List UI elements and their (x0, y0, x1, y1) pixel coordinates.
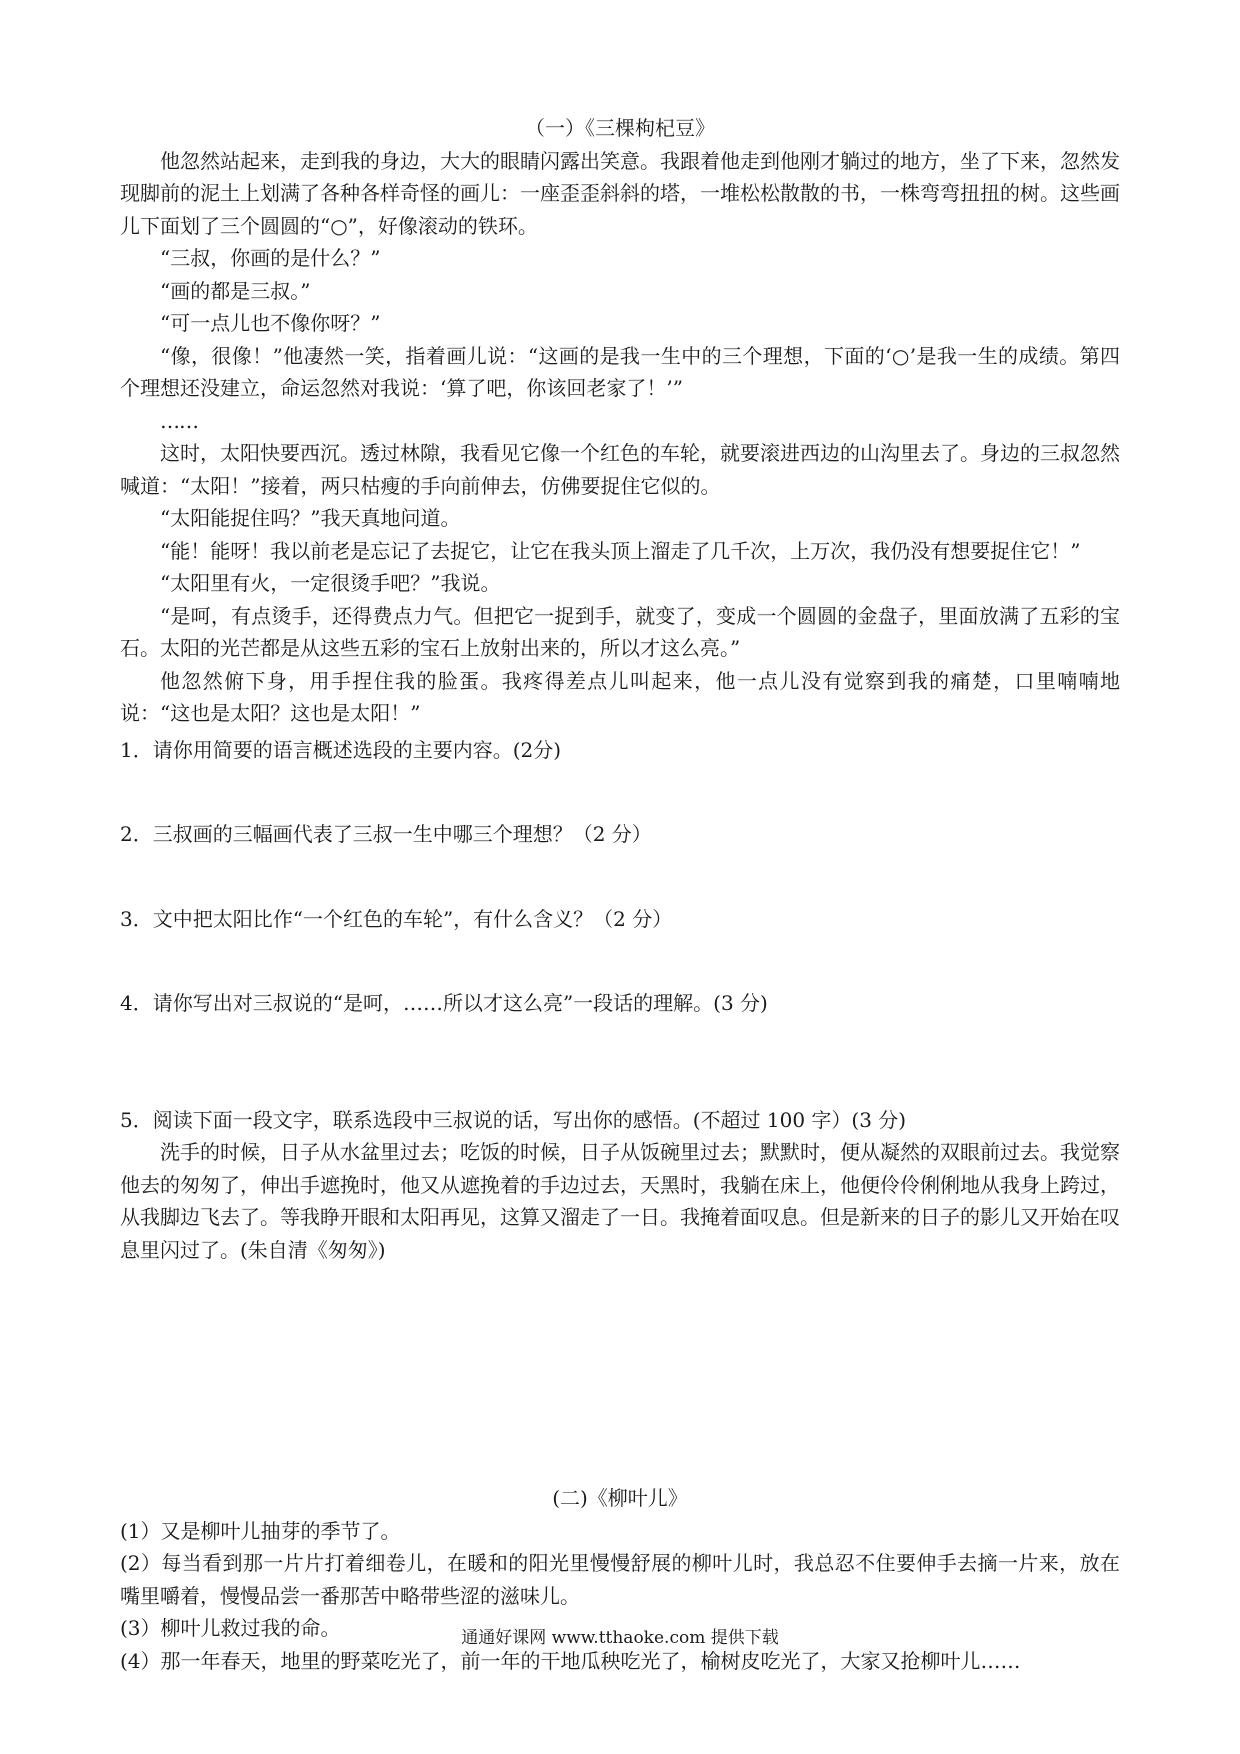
story-paragraph: “是呵，有点烫手，还得费点力气。但把它一捉到手，就变了，变成一个圆圆的金盘子，里面放满了五彩的宝石。太阳的光芒都是从这些五彩的宝石上放射出来的，所以才这么亮。” (120, 603, 1120, 660)
numbered-paragraph: (4）那一年春天，地里的野菜吃光了，前一年的干地瓜秧吃光了，榆树皮吃光了，大家又抢柳叶儿…… (120, 1648, 1021, 1673)
story-paragraph: 他忽然俯下身，用手捏住我的脸蛋。我疼得差点儿叫起来，他一点儿没有觉察到我的痛楚，口里喃喃地说：“这也是太阳？这也是太阳！” (120, 668, 1120, 725)
page-footer: 通通好课网 www.tthaoke.com 提供下载 (461, 1628, 779, 1648)
story-paragraph: “可一点儿也不像你呀？” (160, 311, 381, 335)
numbered-paragraph: (1）又是柳叶儿抽芽的季节了。 (120, 1518, 401, 1543)
question-4: 4．请你写出对三叔说的“是呵，……所以才这么亮”一段话的理解。(3 分) (120, 991, 768, 1015)
story-ellipsis: …… (160, 408, 198, 433)
answer-space-2 (120, 851, 1120, 903)
story-paragraph: 这时，太阳快要西沉。透过林隙，我看见它像一个红色的车轮，就要滚进西边的山沟里去了。身边的三叔忽然喊道：“太阳！”接着，两只枯瘦的手向前伸去，仿佛要捉住它似的。 (120, 441, 1120, 498)
story-paragraph: “画的都是三叔。” (160, 278, 311, 303)
answer-space-1 (120, 766, 1120, 818)
story-paragraph: “太阳能捉住吗？”我天真地问道。 (160, 506, 461, 530)
section1-title: （一）《三棵枸杞豆》 (525, 116, 715, 140)
question-2: 2．三叔画的三幅画代表了三叔一生中哪三个理想？（2 分） (120, 822, 652, 846)
question-5: 5．阅读下面一段文字，联系选段中三叔说的话，写出你的感悟。(不超过 100 字）(3 分) (120, 1107, 907, 1132)
reading-passage: 洗手的时候，日子从水盆里过去；吃饭的时候，日子从饭碗里过去；默默时，便从凝然的双眼前过去。我觉察他去的匆匆了，伸出手遮挽时，他又从遮挽着的手边过去，天黑时，我躺在床上，他便伶伶俐俐地从我身上跨过，从我脚边飞去了。等我睁开眼和太阳再见，这算又溜走了一日。我掩着面叹息。但是新来的日子的影儿又开始在叹息里闪过了。(朱自清《匆匆》) (120, 1140, 1120, 1262)
story-paragraph: “能！能呀！我以前老是忘记了去捉它，让它在我头顶上溜走了几千次，上万次，我仍没有想要捉住它！” (160, 538, 1081, 563)
answer-space-3 (120, 935, 1120, 987)
question-3: 3．文中把太阳比作“一个红色的车轮”，有什么含义？（2 分） (120, 906, 673, 931)
answer-space-4 (120, 1020, 1120, 1104)
story-paragraph: “三叔，你画的是什么？” (160, 246, 381, 270)
question-1: 1．请你用简要的语言概述选段的主要内容。(2分) (120, 737, 562, 762)
answer-space-5 (120, 1266, 1120, 1482)
story-paragraph: “太阳里有火，一定很烫手吧？”我说。 (160, 571, 501, 595)
story-paragraph: “像，很像！”他凄然一笑，指着画儿说：“这画的是我一生中的三个理想，下面的‘○’是我一生的成绩。第四个理想还没建立，命运忽然对我说：‘算了吧，你该回老家了！’” (120, 343, 1120, 400)
page-content (120, 112, 1120, 1677)
numbered-paragraph: (2）每当看到那一片片打着细卷儿，在暖和的阳光里慢慢舒展的柳叶儿时，我总忍不住要伸手去摘一片来，放在嘴里嚼着，慢慢品尝一番那苦中略带些涩的滋味儿。 (120, 1551, 1120, 1608)
story-paragraph: 他忽然站起来，走到我的身边，大大的眼睛闪露出笑意。我跟着他走到他刚才躺过的地方，坐了下来，忽然发现脚前的泥土上划满了各种各样奇怪的画儿：一座歪歪斜斜的塔，一堆松松散散的书，一株弯弯扭扭的树。这些画儿下面划了三个圆圆的“○”，好像滚动的铁环。 (120, 148, 1120, 238)
section2-title: (二)《柳叶儿》 (552, 1486, 688, 1510)
numbered-paragraph: (3）柳叶儿救过我的命。 (120, 1616, 341, 1640)
